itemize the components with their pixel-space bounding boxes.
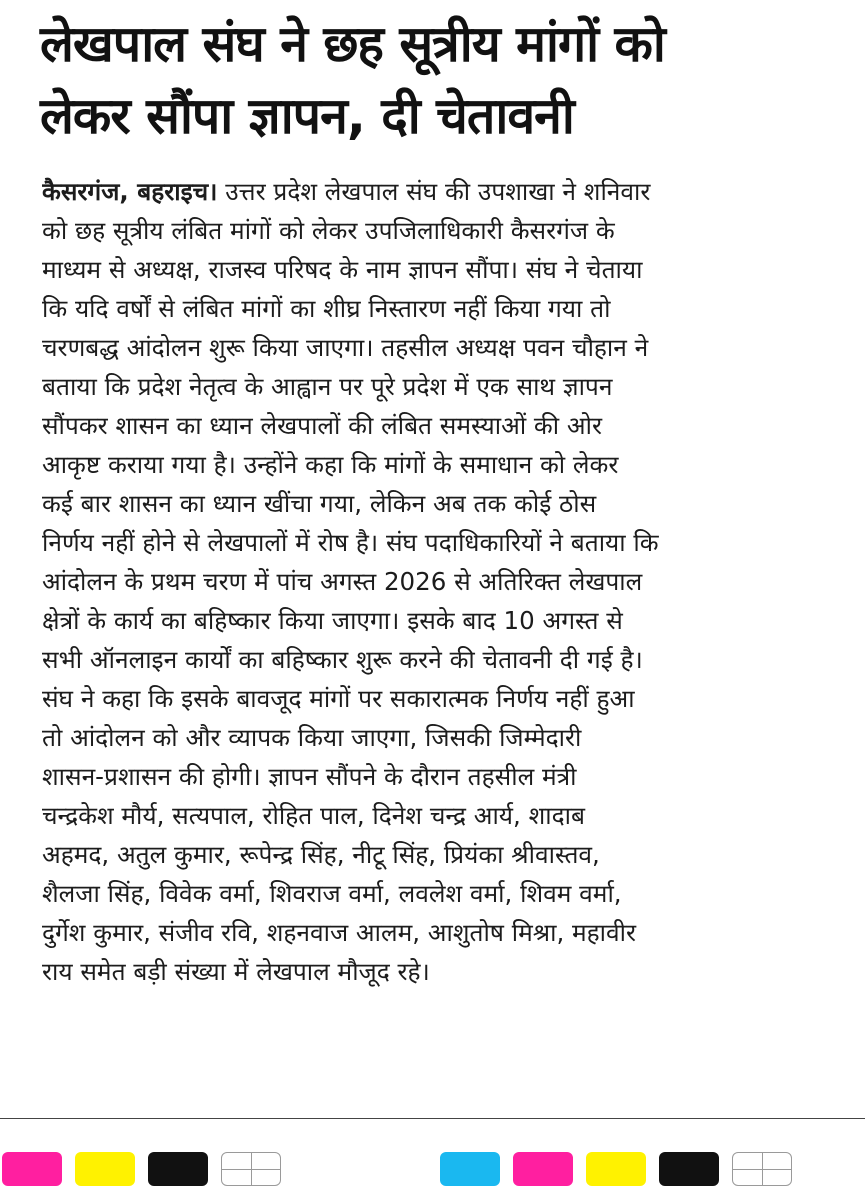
article-line: तो आंदोलन को और व्यापक किया जाएगा, जिसकी जिम्मेदारी: [42, 723, 582, 752]
color-swatch: [148, 1152, 208, 1186]
article-line-text: उत्तर प्रदेश लेखपाल संघ की उपशाखा ने शनिवार: [217, 177, 651, 206]
article-line: कि यदि वर्षों से लंबित मांगों का शीघ्र निस्तारण नहीं किया गया तो: [42, 294, 611, 323]
article-line: संघ ने कहा कि इसके बावजूद मांगों पर सकारात्मक निर्णय नहीं हुआ: [42, 684, 635, 713]
article-line: क्षेत्रों के कार्य का बहिष्कार किया जाएगा। इसके बाद 10 अगस्त से: [42, 606, 623, 635]
color-registration-bar-left: [2, 1152, 281, 1186]
article-line: [42, 172, 832, 211]
article-line: को छह सूत्रीय लंबित मांगों को लेकर उपजिलाधिकारी कैसरगंज के: [42, 216, 615, 245]
article-line: बताया कि प्रदेश नेतृत्व के आह्वान पर पूरे प्रदेश में एक साथ ज्ञापन: [42, 372, 613, 401]
article-line: चरणबद्ध आंदोलन शुरू किया जाएगा। तहसील अध्यक्ष पवन चौहान ने: [42, 333, 649, 362]
page-divider: [0, 1118, 865, 1119]
article-line: सौंपकर शासन का ध्यान लेखपालों की लंबित समस्याओं की ओर: [42, 411, 602, 440]
color-swatch: [440, 1152, 500, 1186]
article-line: निर्णय नहीं होने से लेखपालों में रोष है। संघ पदाधिकारियों ने बताया कि: [42, 528, 659, 557]
registration-mark-swatch: [732, 1152, 792, 1186]
article-line: शासन-प्रशासन की होगी। ज्ञापन सौंपने के दौरान तहसील मंत्री: [42, 762, 577, 791]
color-swatch: [2, 1152, 62, 1186]
article-line: माध्यम से अध्यक्ष, राजस्व परिषद के नाम ज्ञापन सौंपा। संघ ने चेताया: [42, 255, 643, 284]
color-swatch: [513, 1152, 573, 1186]
dateline: कैसरगंज, बहराइच।: [42, 177, 218, 206]
headline-line-2: लेकर सौंपा ज्ञापन, दी चेतावनी: [40, 87, 574, 145]
color-swatch: [586, 1152, 646, 1186]
article-body: [42, 172, 832, 991]
article-line: शैलजा सिंह, विवेक वर्मा, शिवराज वर्मा, लवलेश वर्मा, शिवम वर्मा,: [42, 879, 622, 908]
color-registration-bar-right: [440, 1152, 792, 1186]
article-line: अहमद, अतुल कुमार, रूपेन्द्र सिंह, नीटू सिंह, प्रियंका श्रीवास्तव,: [42, 840, 600, 869]
headline-line-1: लेखपाल संघ ने छह सूत्रीय मांगों को: [40, 15, 665, 73]
headline: [40, 8, 840, 152]
color-swatch: [659, 1152, 719, 1186]
article-line: आकृष्ट कराया गया है। उन्होंने कहा कि मांगों के समाधान को लेकर: [42, 450, 619, 479]
article-line: कई बार शासन का ध्यान खींचा गया, लेकिन अब तक कोई ठोस: [42, 489, 597, 518]
article-line: सभी ऑनलाइन कार्यों का बहिष्कार शुरू करने की चेतावनी दी गई है।: [42, 645, 643, 674]
color-swatch: [75, 1152, 135, 1186]
article-line: राय समेत बड़ी संख्या में लेखपाल मौजूद रहे।: [42, 957, 430, 986]
registration-mark-swatch: [221, 1152, 281, 1186]
article-line: चन्द्रकेश मौर्य, सत्यपाल, रोहित पाल, दिनेश चन्द्र आर्य, शादाब: [42, 801, 585, 830]
article-line: आंदोलन के प्रथम चरण में पांच अगस्त 2026 से अतिरिक्त लेखपाल: [42, 567, 643, 596]
article-line: दुर्गेश कुमार, संजीव रवि, शहनवाज आलम, आशुतोष मिश्रा, महावीर: [42, 918, 637, 947]
